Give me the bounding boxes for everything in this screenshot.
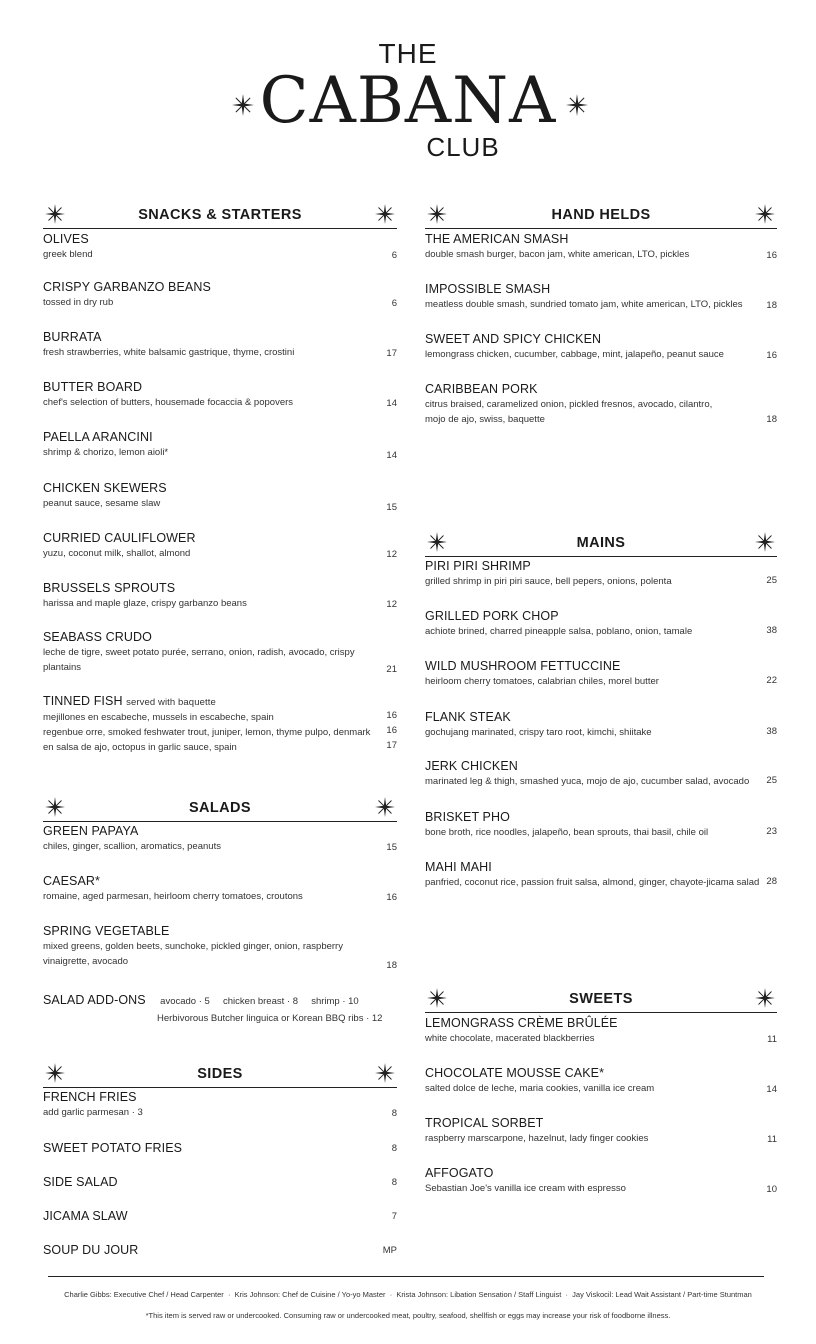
item-name: BURRATA [43, 330, 102, 344]
item-price: 16 [386, 892, 397, 903]
item-name: SWEET AND SPICY CHICKEN [425, 332, 602, 346]
menu-item [43, 924, 397, 969]
sweets-section [425, 990, 777, 1220]
item-price: 17 [386, 740, 397, 751]
item-price: 21 [386, 664, 397, 675]
item-name: SPRING VEGETABLE [43, 924, 170, 938]
menu-item [43, 1090, 397, 1120]
item-desc: en salsa de ajo, octopus in garlic sauce, spain [43, 742, 237, 753]
item-desc: bone broth, rice noodles, jalapeño, bean sprouts, thai basil, chile oil [425, 827, 709, 838]
salads-section [43, 799, 397, 1039]
menu-item [425, 232, 777, 262]
logo-club: CLUB [426, 132, 500, 162]
item-name: CARIBBEAN PORK [425, 382, 538, 396]
item-name: PIRI PIRI SHRIMP [425, 559, 531, 573]
item-desc: yuzu, coconut milk, shallot, almond [43, 548, 191, 559]
star-icon [375, 204, 395, 224]
item-price: 12 [386, 549, 397, 560]
item-desc: add garlic parmesan · 3 [43, 1107, 143, 1118]
item-price: 8 [391, 1177, 397, 1188]
item-price: 6 [391, 298, 397, 309]
item-name: PAELLA ARANCINI [43, 430, 153, 444]
sides-title: SIDES [197, 1066, 243, 1082]
item-price: 18 [386, 960, 397, 971]
item-price: 15 [386, 502, 397, 513]
item-price: 16 [386, 725, 397, 736]
item-name: GRILLED PORK CHOP [425, 609, 559, 623]
star-icon [755, 204, 775, 224]
menu-item [43, 280, 397, 310]
item-price: 11 [767, 1134, 777, 1145]
mains-title: MAINS [576, 535, 626, 551]
snacks-section [43, 206, 397, 766]
item-name: CAESAR* [43, 874, 100, 888]
item-desc-line2: mojo de ajo, swiss, baquette [425, 414, 545, 425]
menu-item [425, 759, 777, 789]
menu-item [425, 609, 777, 639]
menu-item [43, 1243, 397, 1258]
item-name: GREEN PAPAYA [43, 824, 139, 838]
sides-header [43, 1065, 397, 1088]
tinned-line [43, 725, 397, 740]
item-name: JERK CHICKEN [425, 759, 518, 773]
tinned-line [43, 710, 397, 725]
item-price: 14 [386, 450, 397, 461]
item-name: IMPOSSIBLE SMASH [425, 282, 551, 296]
menu-item [425, 282, 777, 312]
menu-item [425, 382, 777, 427]
tinned-line [43, 740, 397, 755]
menu-item [43, 581, 397, 611]
item-desc: white chocolate, macerated blackberries [425, 1033, 595, 1044]
item-name: MAHI MAHI [425, 860, 492, 874]
item-desc: harissa and maple glaze, crispy garbanzo beans [43, 598, 247, 609]
addons-line2: Herbivorous Butcher linguica or Korean BBQ ribs · 12 [157, 1013, 383, 1024]
item-name: BRISKET PHO [425, 810, 510, 824]
menu-item [425, 332, 777, 362]
item-price: 22 [766, 675, 777, 686]
sweets-header [425, 990, 777, 1013]
menu-item [43, 1175, 397, 1190]
item-desc: marinated leg & thigh, smashed yuca, mojo de ajo, cucumber salad, avocado [425, 776, 750, 787]
item-price: 23 [766, 826, 777, 837]
tinned-fish-note: served with baquette [126, 697, 216, 708]
menu-item [425, 559, 777, 589]
menu-item [425, 860, 777, 890]
item-name [43, 694, 397, 710]
salads-header [43, 799, 397, 822]
item-price: 18 [766, 414, 777, 425]
sweets-title: SWEETS [569, 991, 633, 1007]
menu-item [425, 1166, 777, 1196]
item-desc: chiles, ginger, scallion, aromatics, peanuts [43, 841, 221, 852]
item-desc-line2: plantains [43, 662, 82, 673]
item-name: THE AMERICAN SMASH [425, 232, 569, 246]
item-price: 28 [766, 876, 777, 887]
menu-item [425, 1016, 777, 1046]
item-desc: gochujang marinated, crispy taro root, kimchi, shiitake [425, 727, 652, 738]
item-desc: shrimp & chorizo, lemon aioli* [43, 447, 169, 458]
addons-row [43, 991, 397, 1009]
handhelds-header [425, 206, 777, 229]
menu-item [425, 810, 777, 840]
item-desc: mejillones en escabeche, mussels in escabeche, spain [43, 712, 274, 723]
item-price: 14 [766, 1084, 777, 1095]
item-desc: romaine, aged parmesan, heirloom cherry tomatoes, croutons [43, 891, 303, 902]
item-name: AFFOGATO [425, 1166, 494, 1180]
item-price: 38 [766, 625, 777, 636]
star-icon [375, 1063, 395, 1083]
item-name: CURRIED CAULIFLOWER [43, 531, 196, 545]
snacks-header [43, 206, 397, 229]
menu-item [43, 1141, 397, 1156]
item-desc: mixed greens, golden beets, sunchoke, pickled ginger, onion, raspberry [43, 941, 343, 952]
item-price: 38 [766, 726, 777, 737]
item-name: FLANK STEAK [425, 710, 511, 724]
addons-label: SALAD ADD-ONS [43, 993, 146, 1007]
tinned-fish-name: TINNED FISH [43, 694, 123, 708]
star-icon [375, 797, 395, 817]
item-desc: regenbue orre, smoked feshwater trout, juniper, lemon, thyme pulpo, denmark [43, 727, 371, 738]
item-price: 16 [386, 710, 397, 721]
sides-section [43, 1065, 397, 1265]
item-desc: peanut sauce, sesame slaw [43, 498, 161, 509]
item-name: WILD MUSHROOM FETTUCCINE [425, 659, 621, 673]
item-desc: heirloom cherry tomatoes, calabrian chiles, morel butter [425, 676, 659, 687]
menu-item [43, 330, 397, 360]
menu-item [43, 531, 397, 561]
menu-item [43, 481, 397, 511]
item-name: JICAMA SLAW [43, 1209, 128, 1223]
star-icon [755, 532, 775, 552]
item-desc: chef's selection of butters, housemade focaccia & popovers [43, 397, 294, 408]
mains-section [425, 534, 777, 904]
handhelds-title: HAND HELDS [551, 207, 651, 223]
item-price: 15 [386, 842, 397, 853]
logo [0, 0, 816, 180]
logo-right-star-icon [566, 94, 588, 116]
item-desc: raspberry marscarpone, hazelnut, lady finger cookies [425, 1133, 649, 1144]
item-price: 7 [391, 1211, 397, 1222]
menu-item [43, 430, 397, 460]
item-name: BUTTER BOARD [43, 380, 143, 394]
item-desc: tossed in dry rub [43, 297, 114, 308]
item-name: FRENCH FRIES [43, 1090, 137, 1104]
footer-divider [48, 1276, 764, 1277]
menu-item [43, 380, 397, 410]
item-desc: grilled shrimp in piri piri sauce, bell pepers, onions, polenta [425, 576, 672, 587]
item-name: SOUP DU JOUR [43, 1243, 139, 1257]
item-desc: citrus braised, caramelized onion, pickled fresnos, avocado, cilantro, [425, 399, 713, 410]
logo-cabana: CABANA [259, 64, 557, 138]
item-desc: meatless double smash, sundried tomato jam, white american, LTO, pickles [425, 299, 743, 310]
item-desc: Sebastian Joe's vanilla ice cream with espresso [425, 1183, 626, 1194]
item-desc: leche de tigre, sweet potato purée, serrano, onion, radish, avocado, crispy [43, 647, 355, 658]
menu-item [43, 630, 397, 675]
raw-food-disclaimer: *This item is served raw or undercooked. Consuming raw or undercooked meat, poultry, seafood, shellfish or eggs may increase your risk of foodborne illness. [145, 1311, 671, 1320]
handhelds-section [425, 206, 777, 446]
item-desc: double smash burger, bacon jam, white american, LTO, pickles [425, 249, 690, 260]
mains-header [425, 534, 777, 557]
star-icon [755, 988, 775, 1008]
item-price: 14 [386, 398, 397, 409]
item-price: 16 [766, 350, 777, 361]
item-desc-line2: vinaigrette, avocado [43, 956, 129, 967]
item-price: 10 [766, 1184, 777, 1195]
item-price: 6 [391, 250, 397, 261]
item-price: 17 [386, 348, 397, 359]
item-name: SWEET POTATO FRIES [43, 1141, 183, 1155]
item-name: SEABASS CRUDO [43, 630, 152, 644]
item-price: 16 [766, 250, 777, 261]
item-price: 12 [386, 599, 397, 610]
menu-item [425, 1116, 777, 1146]
item-name: TROPICAL SORBET [425, 1116, 544, 1130]
item-desc: salted dolce de leche, maria cookies, vanilla ice cream [425, 1083, 655, 1094]
item-desc: achiote brined, charred pineapple salsa, poblano, onion, tamale [425, 626, 693, 637]
item-price: 8 [391, 1143, 397, 1154]
menu-item [43, 824, 397, 854]
addons-line1: avocado · 5 chicken breast · 8 shrimp · 10 [160, 996, 359, 1007]
item-name: OLIVES [43, 232, 89, 246]
item-price: 11 [767, 1034, 777, 1045]
menu-item [425, 1066, 777, 1096]
item-price: MP [382, 1245, 397, 1256]
menu-item [43, 1209, 397, 1224]
staff-credits: Charlie Gibbs: Executive Chef / Head Carpenter · Kris Johnson: Chef de Cuisine / Yo-yo Master · Krista Johnson: Libation Sensation / Staff Linguist · Jay Viskocil: Lead Wait Assistant / Part-time Stuntman [64, 1290, 752, 1299]
menu-item [425, 659, 777, 689]
menu-item [43, 874, 397, 904]
item-name: CRISPY GARBANZO BEANS [43, 280, 211, 294]
item-price: 25 [766, 775, 777, 786]
snacks-title: SNACKS & STARTERS [138, 207, 302, 223]
item-name: CHICKEN SKEWERS [43, 481, 167, 495]
menu-item [43, 232, 397, 262]
tinned-fish [43, 694, 397, 755]
logo-the: THE [378, 38, 438, 69]
item-desc: panfried, coconut rice, passion fruit salsa, almond, ginger, chayote-jicama salad [425, 877, 760, 888]
item-price: 25 [766, 575, 777, 586]
item-name: SIDE SALAD [43, 1175, 118, 1189]
item-name: LEMONGRASS CRÈME BRÛLÉE [425, 1016, 618, 1030]
item-desc: fresh strawberries, white balsamic gastrique, thyme, crostini [43, 347, 295, 358]
menu-item [425, 710, 777, 740]
item-name: BRUSSELS SPROUTS [43, 581, 176, 595]
salad-addons [43, 991, 397, 1026]
item-name: CHOCOLATE MOUSSE CAKE* [425, 1066, 605, 1080]
item-desc: lemongrass chicken, cucumber, cabbage, mint, jalapeño, peanut sauce [425, 349, 724, 360]
item-desc: greek blend [43, 249, 93, 260]
item-price: 18 [766, 300, 777, 311]
item-price: 8 [391, 1108, 397, 1119]
salads-title: SALADS [188, 800, 251, 816]
